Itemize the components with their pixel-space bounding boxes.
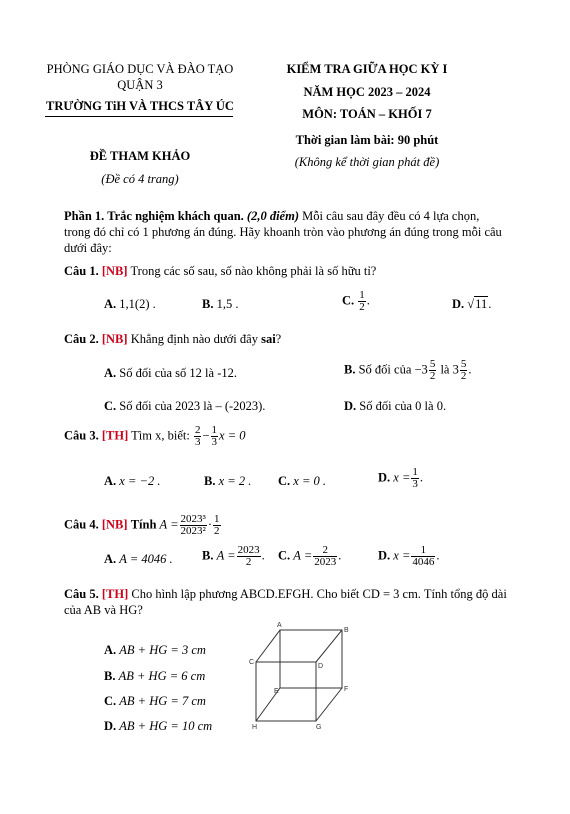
option-value: AB + HG = 3 cm	[119, 643, 206, 657]
q3-label: Câu 3.	[64, 428, 99, 443]
option-value: x = 0 .	[293, 474, 327, 488]
option-letter: D.	[378, 470, 391, 485]
part1-instructions-3: dưới đây:	[64, 241, 112, 255]
option-value: AB + HG = 7 cm	[119, 694, 206, 708]
q4-option-b[interactable]: B. A = $\frac{2023}{2}$ .	[202, 544, 265, 568]
q1-option-b[interactable]	[202, 297, 238, 312]
q5-option-c[interactable]	[104, 694, 206, 709]
vertex-label: F	[344, 686, 349, 693]
q5-label: Câu 5.	[64, 587, 99, 601]
q3-option-b[interactable]	[204, 474, 251, 489]
school-year: NĂM HỌC 2023 – 2024	[303, 85, 431, 99]
option-letter: A.	[104, 474, 117, 488]
option-value: Số đối của	[358, 362, 412, 377]
fraction: $\frac{5}{2}$	[429, 358, 436, 382]
part1-instructions-1: Mỗi câu sau đây đều có 4 lựa chọn,	[302, 209, 480, 223]
option-letter: D.	[378, 548, 391, 563]
option-value: x = 2 .	[218, 474, 252, 488]
option-letter: D.	[344, 399, 357, 413]
option-letter: C.	[278, 474, 291, 488]
fraction: $\frac{1}{2}$	[359, 289, 365, 313]
part1-instructions-2: trong đó chỉ có 1 phương án đúng. Hãy khoanh tròn vào phương án đúng trong mỗi câu	[64, 225, 502, 239]
q1-option-c[interactable]: C. $\frac{1}{2}$ .	[342, 289, 370, 313]
time-limit: Thời gian làm bài: 90 phút	[295, 133, 439, 147]
vertex-label: B	[344, 627, 349, 634]
q5-option-a[interactable]	[104, 643, 206, 658]
vertex-label: H	[252, 724, 258, 731]
school-name: TRƯỜNG TiH VÀ THCS TÂY ÚC	[46, 99, 234, 113]
q5-option-d[interactable]	[104, 719, 212, 734]
question-3: Câu 3. [TH] Tìm x, biết: $\frac{2}{3}$ − $\frac{1}{3}$ x = 0	[64, 424, 246, 448]
option-letter: B.	[344, 362, 356, 377]
option-value: Số đối của 0 là 0.	[359, 399, 447, 413]
option-letter: C.	[342, 293, 355, 308]
option-letter: A.	[104, 366, 117, 380]
vertex-label: A	[277, 622, 282, 629]
fraction: $\frac{2023}{2}$	[237, 544, 260, 568]
cube-back-face	[280, 630, 342, 688]
option-letter: B.	[104, 669, 116, 683]
q3-option-d[interactable]: D. x = $\frac{1}{3}$ .	[378, 466, 424, 490]
option-value: Số đối của 2023 là – (-2023).	[119, 399, 266, 413]
cube-edge	[256, 630, 280, 662]
cube-edge	[316, 630, 342, 662]
question-2: Câu 2. [NB] Khẳng định nào dưới đây sai?	[64, 332, 282, 346]
q4-option-a[interactable]	[104, 552, 173, 567]
option-letter: A.	[104, 297, 117, 311]
question-1	[64, 264, 534, 279]
q2-option-d[interactable]	[344, 399, 446, 414]
q2-option-c[interactable]	[104, 399, 265, 414]
fraction: $\frac{1}{3}$	[412, 466, 418, 490]
document-type: ĐỀ THAM KHẢO	[89, 149, 191, 163]
page-count: (Đề có 4 trang)	[101, 172, 179, 186]
option-letter: B.	[202, 297, 214, 311]
fraction: $\frac{1}{2}$	[214, 513, 220, 537]
q1-text: Trong các số sau, số nào không phải là số hữu tỉ?	[130, 264, 377, 278]
fraction: $\frac{1}{4046}$	[412, 544, 435, 568]
q4-text: Tính	[130, 517, 157, 532]
q3-tag: [TH]	[101, 428, 129, 443]
part1-title: Phần 1. Trắc nghiệm khách quan.	[64, 209, 244, 223]
q3-option-a[interactable]	[104, 474, 160, 489]
q2-option-a[interactable]	[104, 366, 237, 381]
cube-diagram	[240, 620, 360, 732]
q5-text-line-1: Cho hình lập phương ABCD.EFGH. Cho biết CD = 3 cm. Tính tổng độ dài	[131, 587, 507, 601]
q5-text-line-2: của AB và HG?	[64, 603, 143, 617]
fraction: $\frac{2}{2023}$	[314, 544, 337, 568]
vertex-label: G	[316, 724, 322, 731]
q1-option-a[interactable]	[104, 297, 156, 312]
option-value: AB + HG = 6 cm	[118, 669, 206, 683]
option-value: AB + HG = 10 cm	[119, 719, 213, 733]
option-letter: D.	[452, 297, 465, 311]
question-5	[64, 586, 539, 618]
q4-tag: [NB]	[101, 517, 128, 532]
q5-tag: [TH]	[101, 587, 129, 601]
q3-option-c[interactable]	[278, 474, 326, 489]
fraction: $\frac{5}{2}$	[460, 358, 467, 382]
time-note: (Không kể thời gian phát đề)	[294, 155, 440, 169]
option-letter: B.	[204, 474, 216, 488]
vertex-label: C	[249, 659, 255, 666]
q2-option-b[interactable]: B. Số đối của −3 $\frac{5}{2}$ là 3 $\frac{5}{2}$ .	[344, 358, 472, 382]
option-letter: C.	[278, 548, 291, 563]
q1-label: Câu 1.	[64, 264, 99, 278]
q2-text: Khẳng định nào dưới đây	[130, 332, 258, 346]
q1-tag: [NB]	[101, 264, 128, 278]
question-4: Câu 4. [NB] Tính A = $\frac{\text{2023³}}{\text{2023²}}$ · $\frac{1}{2}$	[64, 513, 220, 537]
department-name: PHÒNG GIÁO DỤC VÀ ĐÀO TẠO	[46, 62, 234, 76]
vertex-label: E	[274, 688, 279, 695]
q1-option-d[interactable]: D. √11.	[452, 297, 492, 311]
vertex-label: D	[318, 663, 324, 670]
fraction: $\frac{2}{3}$	[194, 424, 201, 448]
option-letter: C.	[104, 399, 117, 413]
exam-title: KIỂM TRA GIỮA HỌC KỲ I	[286, 62, 448, 76]
option-letter: A.	[104, 643, 117, 657]
option-value: Số đối của số 12 là -12.	[119, 366, 237, 380]
option-value: A = 4046 .	[119, 552, 173, 566]
q4-label: Câu 4.	[64, 517, 99, 532]
q5-option-b[interactable]	[104, 669, 205, 684]
q2-label: Câu 2.	[64, 332, 99, 346]
fraction: $\frac{1}{3}$	[211, 424, 218, 448]
cube-edge	[316, 688, 342, 721]
q2-tag: [NB]	[101, 332, 128, 346]
q2-bold-word: sai	[261, 332, 276, 346]
district-name: QUẬN 3	[117, 78, 163, 92]
option-letter: B.	[202, 548, 214, 563]
subject: MÔN: TOÁN – KHỐI 7	[302, 107, 432, 121]
option-value: x = −2 .	[119, 474, 161, 488]
radicand: 11	[475, 297, 488, 311]
school-underline	[45, 116, 233, 117]
fraction: $\frac{\text{2023³}}{\text{2023²}}$	[180, 513, 206, 537]
option-letter: D.	[104, 719, 117, 733]
option-value: 1,5 .	[216, 297, 239, 311]
cube-front-face	[256, 662, 316, 721]
q4-option-c[interactable]: C. A = $\frac{2}{2023}$ .	[278, 544, 342, 568]
part1-points: (2,0 điểm)	[246, 209, 299, 223]
option-value: 1,1(2) .	[119, 297, 156, 311]
option-letter: A.	[104, 552, 117, 566]
q4-option-d[interactable]: D. x = $\frac{1}{4046}$ .	[378, 544, 440, 568]
q3-text: Tìm x, biết:	[131, 428, 190, 443]
option-letter: C.	[104, 694, 117, 708]
sqrt-icon: √	[467, 297, 475, 311]
part1-intro	[64, 208, 534, 256]
